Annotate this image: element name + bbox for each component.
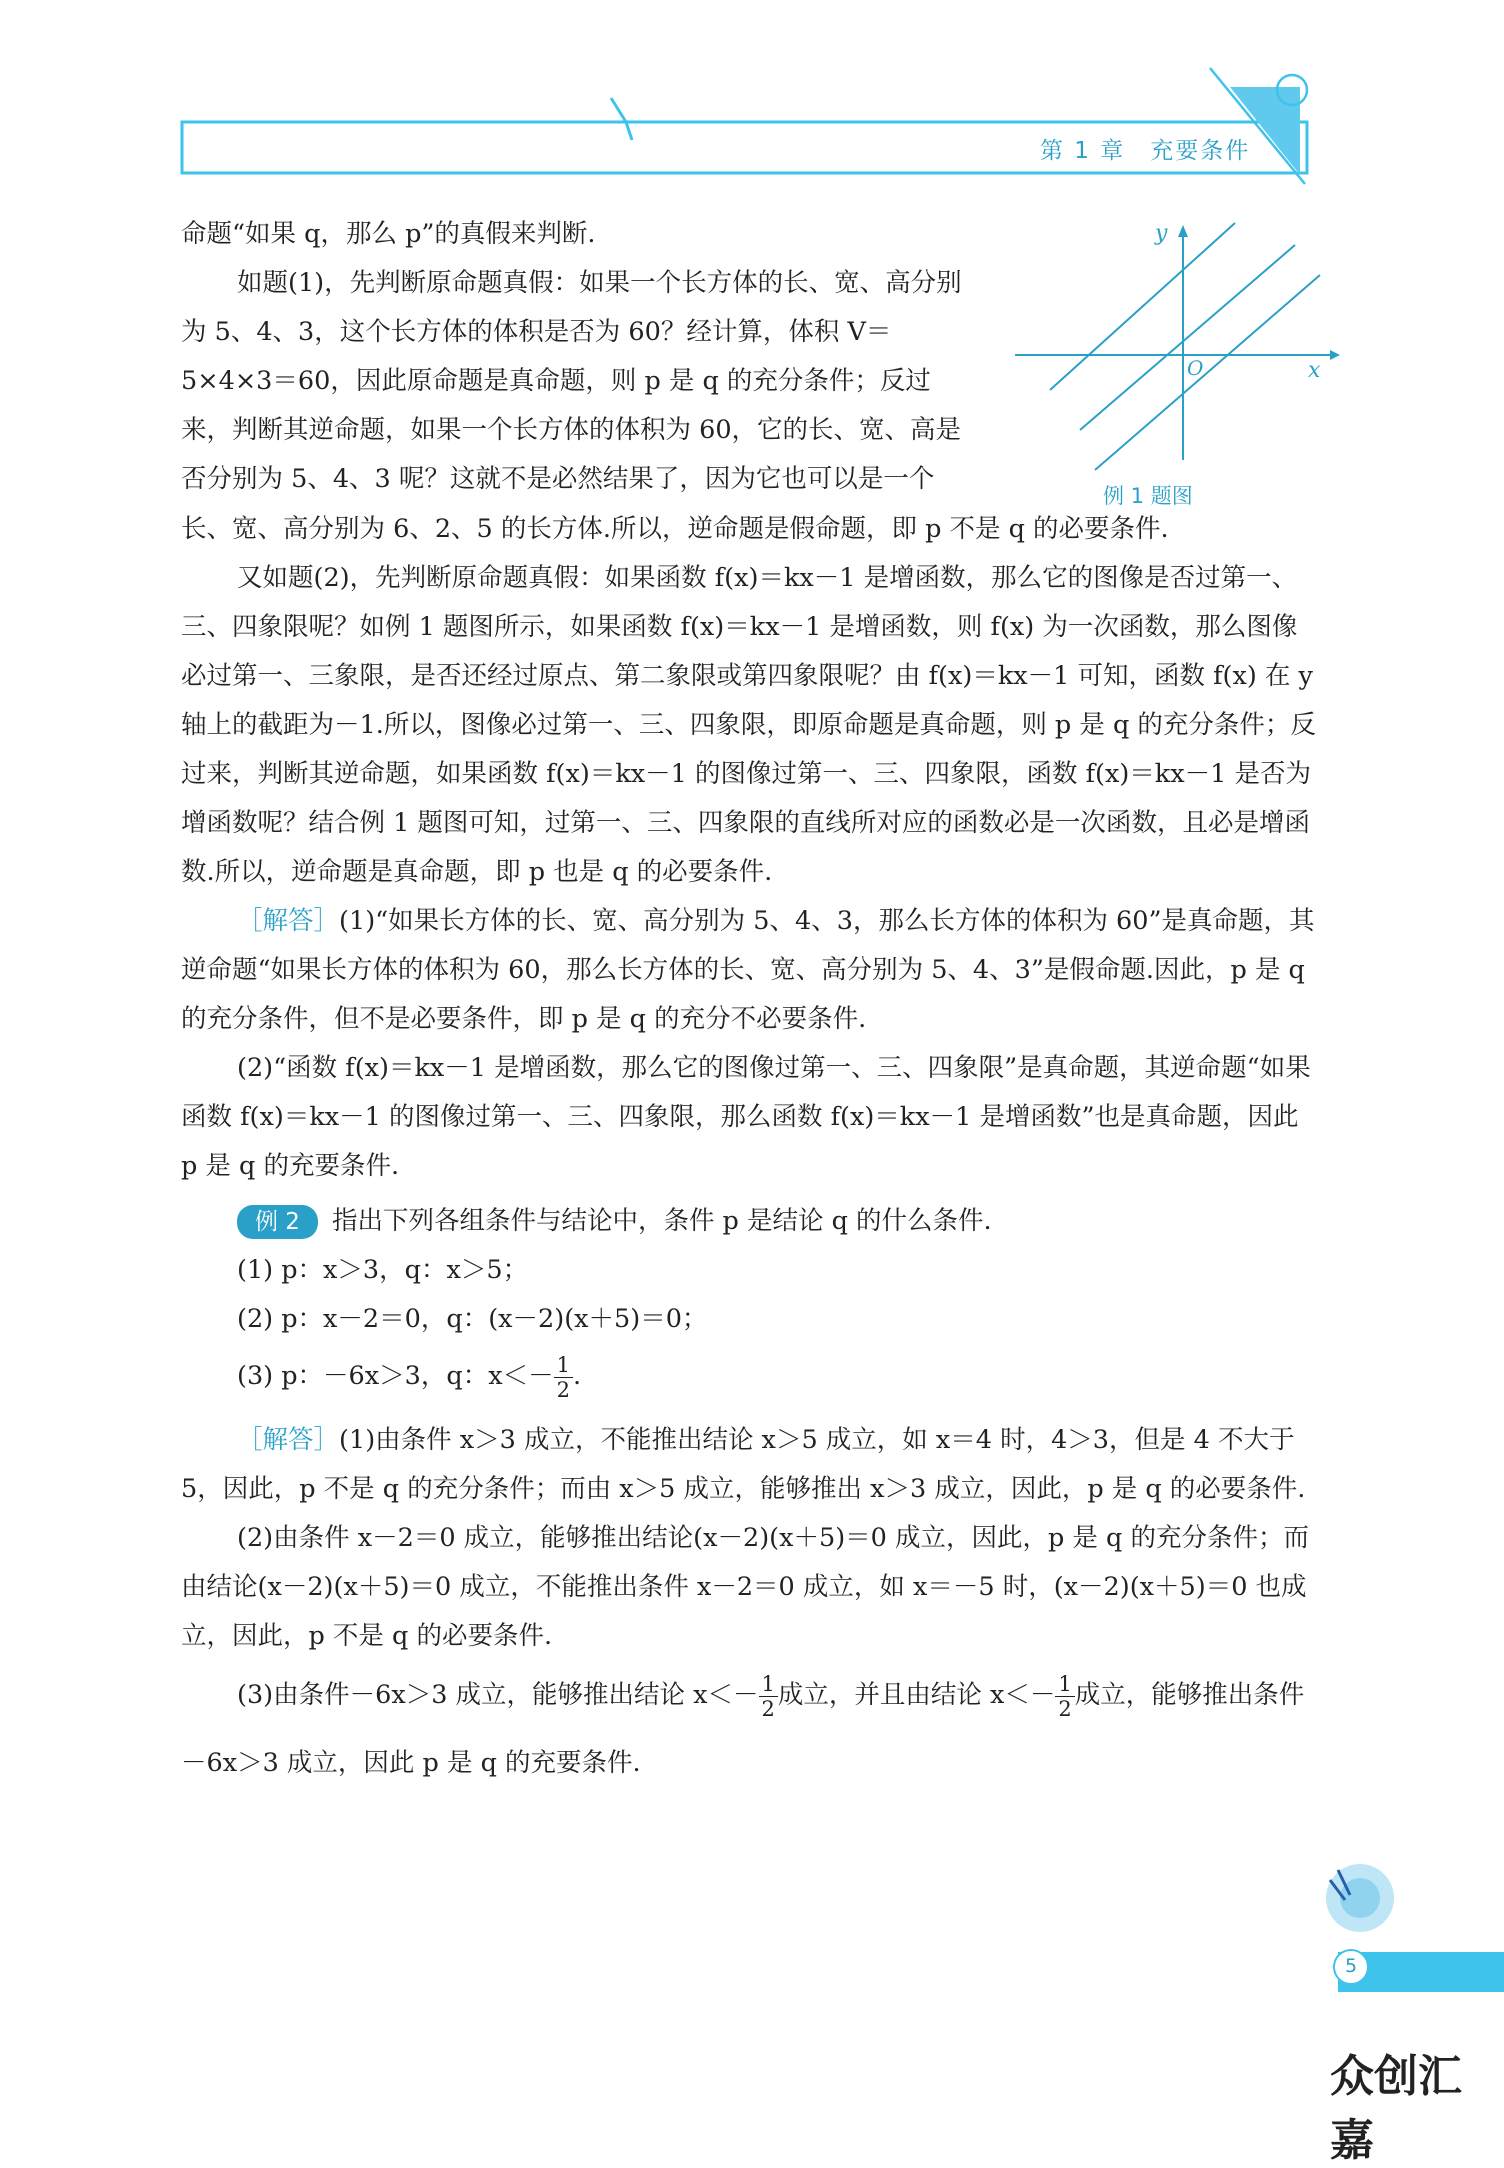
- x-axis-arrow: [1330, 350, 1340, 360]
- fraction-half-3: $\frac{1}{2}$: [1055, 1672, 1074, 1721]
- example-2: 例 2 指出下列各组条件与结论中，条件 p 是结论 q 的什么条件.: [181, 1197, 1321, 1246]
- line-2: [1080, 245, 1295, 430]
- solution-tag: ［解答］: [237, 1425, 340, 1455]
- condition-2: (2) p：x－2＝0，q：(x－2)(x＋5)＝0；: [237, 1304, 708, 1334]
- solution-3: (3)由条件－6x＞3 成立，能够推出结论 x＜－ $\frac{1}{2}$ 成立，并且由结论 x＜－ $\frac{1}{2}$ 成立，能够推出条件－6x＞3 成立，因此 p 是 q 的充要条件.: [181, 1671, 1305, 1778]
- main-block: [181, 505, 1321, 1797]
- line-1: [1050, 223, 1235, 390]
- y-axis-label: y: [1155, 221, 1168, 246]
- example-2-badge: 例 2: [237, 1205, 318, 1239]
- solution-1: ［解答］(1)由条件 x＞3 成立，不能推出结论 x＞5 成立，如 x＝4 时，4＞3，但是 4 不大于 5，因此，p 不是 q 的充分条件；而由 x＞5 成立，能够推出 x＞3 成立，因此，p 是 q 的必要条件.: [181, 1425, 1306, 1504]
- paragraph-1: 命题“如果 q，那么 p”的真假来判断.: [181, 219, 596, 249]
- answer-tag: ［解答］: [237, 906, 340, 936]
- page-number: 5: [1344, 1955, 1358, 1977]
- line-3: [1095, 275, 1320, 470]
- fraction-half: $\frac{1}{2}$: [554, 1353, 573, 1402]
- header-decoration: [0, 0, 1504, 200]
- watermark: 众创汇嘉: [1330, 2051, 1462, 2166]
- figure-caption: 例 1 题图: [1103, 484, 1193, 508]
- answer-2: (2)“函数 f(x)＝kx－1 是增函数，那么它的图像过第一、三、四象限”是真命题，其逆命题“如果函数 f(x)＝kx－1 的图像过第一、三、四象限，那么函数 f(x)＝kx－1 是增函数”也是真命题，因此 p 是 q 的充要条件.: [181, 1053, 1311, 1181]
- paragraph-3: 又如题(2)，先判断原命题真假：如果函数 f(x)＝kx－1 是增函数，那么它的图像是否过第一、三、四象限呢？如例 1 题图所示，如果函数 f(x)＝kx－1 是增函数，则 f(x) 为一次函数，那么图像必过第一、三象限，是否还经过原点、第二象限或第四象限呢？由 f(x)＝kx－1 可知，函数 f(x) 在 y 轴上的截距为－1.所以，图像必过第一、三、四象限，即原命题是真命题，则 p 是 q 的充分条件；反过来，判断其逆命题，如果函数 f(x)＝kx－1 的图像过第一、三、四象限，函数 f(x)＝kx－1 是否为增函数呢？结合例 1 题图可知，过第一、三、四象限的直线所对应的函数必是一次函数，且必是增函数.所以，逆命题是真命题，即 p 也是 q 的必要条件.: [181, 563, 1316, 887]
- chapter-title: 第 1 章 充要条件: [1040, 138, 1251, 164]
- condition-3: (3) p：－6x＞3，q：x＜－ $\frac{1}{2}$ .: [237, 1352, 582, 1402]
- x-axis-label: x: [1308, 358, 1321, 383]
- footer-decoration: [0, 1860, 1504, 2060]
- solution-2: (2)由条件 x－2＝0 成立，能够推出结论(x－2)(x＋5)＝0 成立，因此，p 是 q 的充分条件；而由结论(x－2)(x＋5)＝0 成立，不能推出条件 x－2＝0 成立，如 x＝－5 时，(x－2)(x＋5)＝0 也成立，因此，p 不是 q 的必要条件.: [181, 1523, 1309, 1651]
- paragraph-2: 如题(1)，先判断原命题真假：如果一个长方体的长、宽、高分别为 5、4、3，这个长方体的体积是否为 60？经计算，体积 V＝5×4×3＝60，因此原命题是真命题，则 p 是 q 的充分条件；反过来，判断其逆命题，如果一个长方体的体积为 60，它的长、宽、高是否分别为 5、4、3 呢？这就不是必然结果了，因为它也可以是一个: [181, 268, 962, 494]
- answer-1: ［解答］(1)“如果长方体的长、宽、高分别为 5、4、3，那么长方体的体积为 60”是真命题，其逆命题“如果长方体的体积为 60，那么长方体的长、宽、高分别为 5、4、3”是假命题.因此，p 是 q 的充分条件，但不是必要条件，即 p 是 q 的充分不必要条件.: [181, 906, 1315, 1034]
- intro-block: [181, 210, 981, 504]
- example-1-figure: [1005, 215, 1345, 475]
- condition-1: (1) p：x＞3，q：x＞5；: [237, 1255, 529, 1285]
- fraction-half-2: $\frac{1}{2}$: [759, 1672, 778, 1721]
- origin-label: O: [1187, 356, 1204, 380]
- paragraph-2-cont: 长、宽、高分别为 6、2、5 的长方体.所以，逆命题是假命题，即 p 不是 q 的必要条件.: [181, 514, 1169, 544]
- y-axis-arrow: [1178, 225, 1188, 237]
